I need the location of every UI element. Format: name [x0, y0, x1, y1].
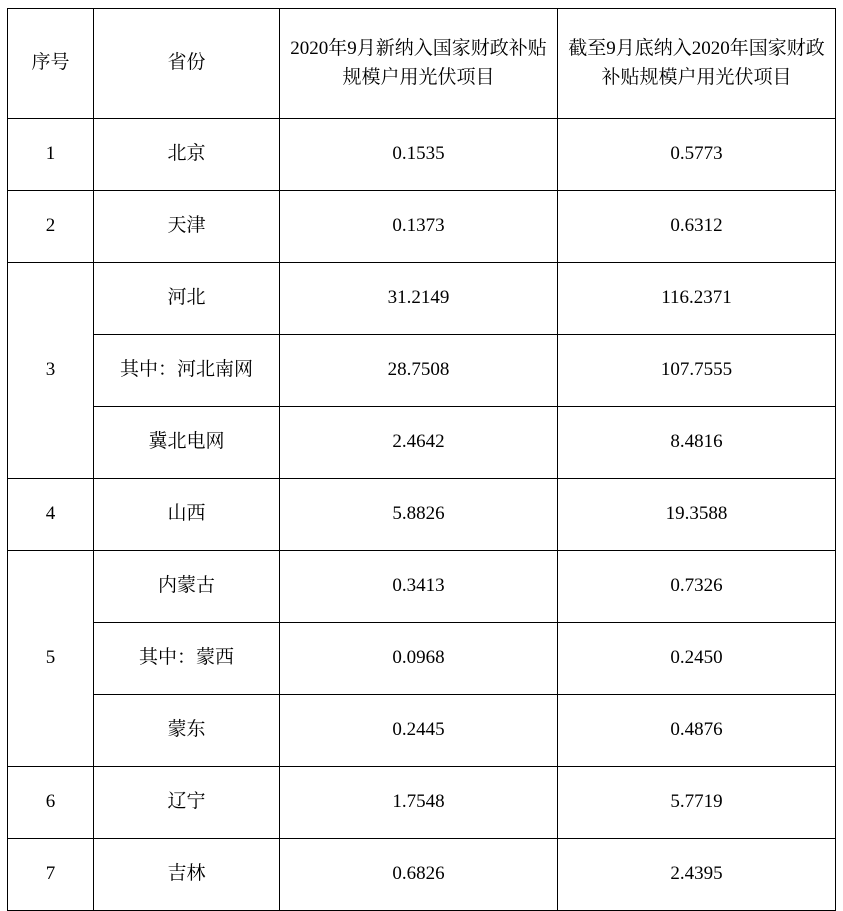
cell-new-scale: 0.0968: [280, 623, 558, 695]
column-header-new-scale: 2020年9月新纳入国家财政补贴规模户用光伏项目: [280, 9, 558, 119]
cell-new-scale: 2.4642: [280, 407, 558, 479]
cell-new-scale: 5.8826: [280, 479, 558, 551]
cell-index: 5: [8, 551, 94, 767]
table-row: [8, 551, 836, 623]
cell-new-scale: 28.7508: [280, 335, 558, 407]
cell-new-scale: 0.2445: [280, 695, 558, 767]
cell-index: 2: [8, 191, 94, 263]
cell-total-scale: 0.5773: [558, 119, 836, 191]
cell-index: 4: [8, 479, 94, 551]
cell-new-scale: 0.3413: [280, 551, 558, 623]
cell-total-scale: 0.7326: [558, 551, 836, 623]
table-row: [8, 335, 836, 407]
cell-total-scale: 116.2371: [558, 263, 836, 335]
cell-province: 内蒙古: [94, 551, 280, 623]
table-row: [8, 839, 836, 911]
cell-index: 6: [8, 767, 94, 839]
cell-total-scale: 0.6312: [558, 191, 836, 263]
cell-province: 河北: [94, 263, 280, 335]
table-header-row: [8, 9, 836, 119]
table-row: [8, 623, 836, 695]
table-row: [8, 767, 836, 839]
cell-total-scale: 0.4876: [558, 695, 836, 767]
column-header-province: 省份: [94, 9, 280, 119]
cell-total-scale: 0.2450: [558, 623, 836, 695]
cell-total-scale: 19.3588: [558, 479, 836, 551]
cell-province: 其中：河北南网: [94, 335, 280, 407]
cell-province: 辽宁: [94, 767, 280, 839]
cell-province: 其中：蒙西: [94, 623, 280, 695]
cell-new-scale: 0.1373: [280, 191, 558, 263]
cell-new-scale: 0.1535: [280, 119, 558, 191]
cell-index: 3: [8, 263, 94, 479]
cell-new-scale: 0.6826: [280, 839, 558, 911]
cell-province: 吉林: [94, 839, 280, 911]
cell-index: 1: [8, 119, 94, 191]
cell-province: 天津: [94, 191, 280, 263]
column-header-index: 序号: [8, 9, 94, 119]
column-header-total-scale: 截至9月底纳入2020年国家财政补贴规模户用光伏项目: [558, 9, 836, 119]
table-row: [8, 479, 836, 551]
cell-total-scale: 5.7719: [558, 767, 836, 839]
cell-index: 7: [8, 839, 94, 911]
cell-province: 冀北电网: [94, 407, 280, 479]
cell-new-scale: 31.2149: [280, 263, 558, 335]
subsidy-table: [7, 8, 836, 911]
table-body: [8, 119, 836, 911]
table-row: [8, 191, 836, 263]
cell-province: 北京: [94, 119, 280, 191]
cell-province: 山西: [94, 479, 280, 551]
cell-total-scale: 8.4816: [558, 407, 836, 479]
table-row: [8, 263, 836, 335]
table-row: [8, 695, 836, 767]
table-row: [8, 119, 836, 191]
cell-new-scale: 1.7548: [280, 767, 558, 839]
cell-total-scale: 2.4395: [558, 839, 836, 911]
table-row: [8, 407, 836, 479]
cell-province: 蒙东: [94, 695, 280, 767]
table-header: [8, 9, 836, 119]
cell-total-scale: 107.7555: [558, 335, 836, 407]
